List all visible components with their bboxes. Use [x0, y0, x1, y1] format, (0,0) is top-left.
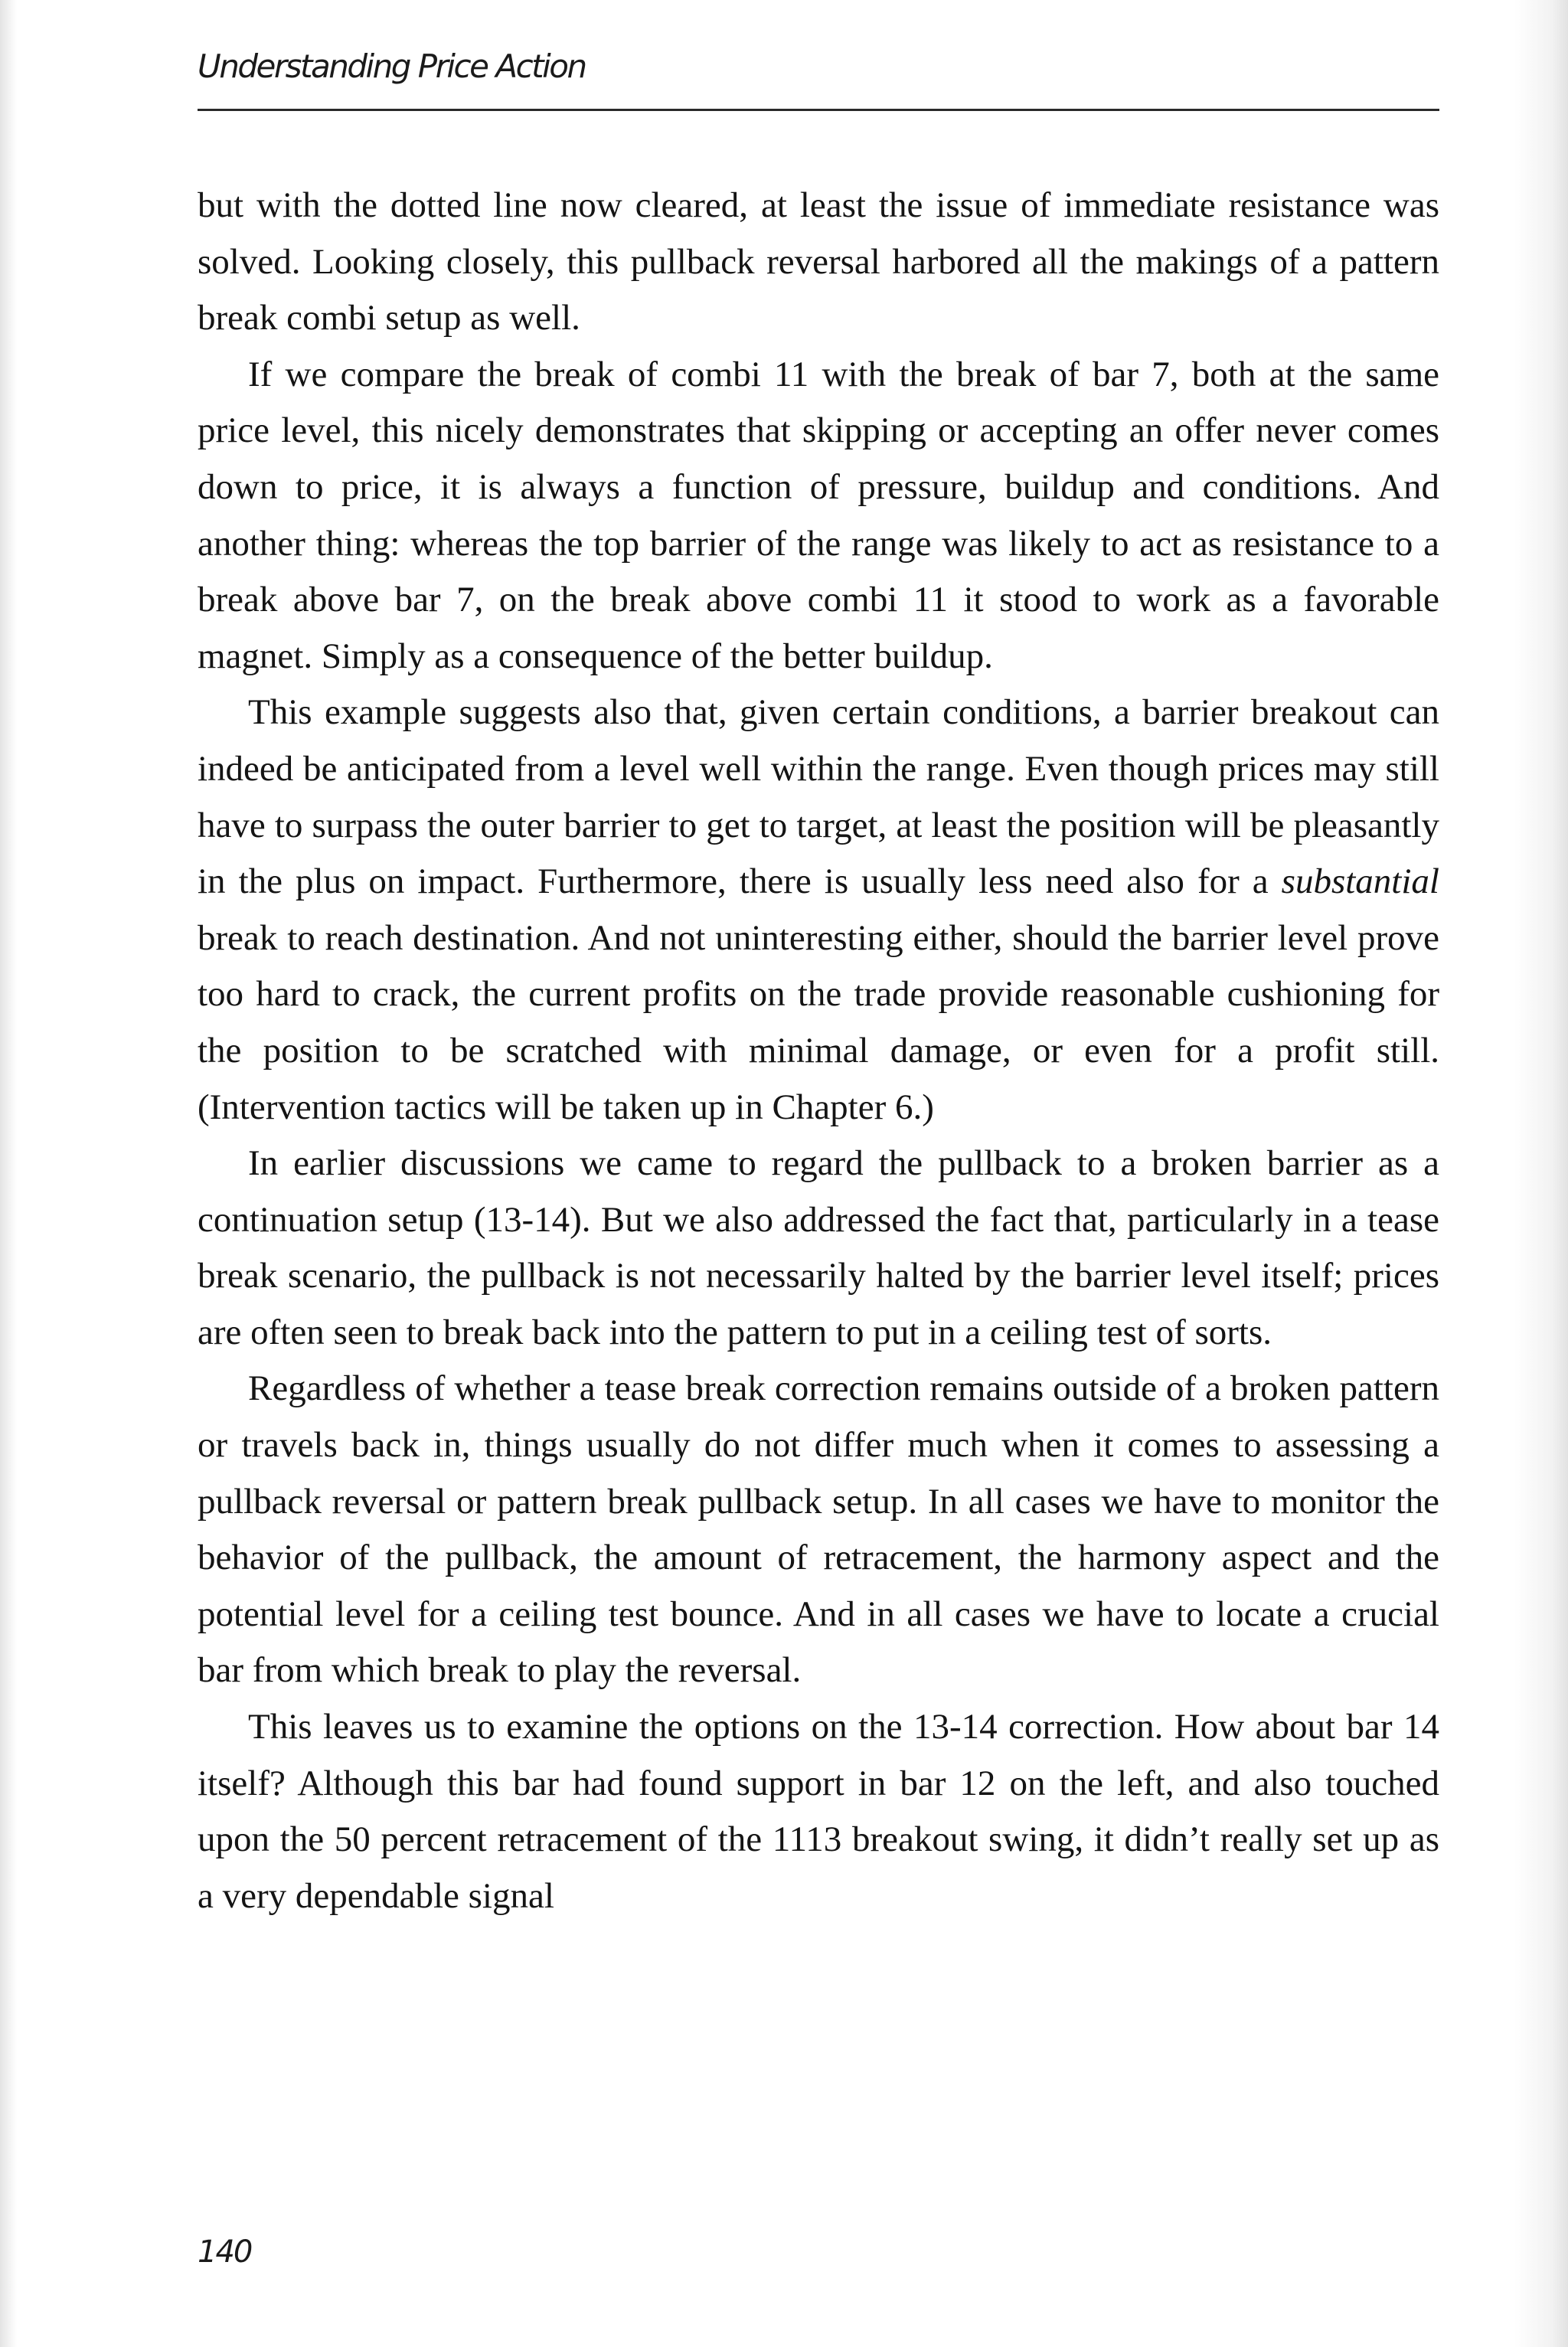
paragraph-1: but with the dotted line now cleared, at least the issue of immediate resistance was solved. Looking closely, this pullback reversal harbored all the makings of a pattern break combi setup as well.: [198, 185, 1439, 338]
paragraph-5: Regardless of whether a tease break correction remains outside of a broken pattern or travels back in, things usually do not differ much when it comes to assessing a pullback reversal or pattern break pullback setup. In all cases we have to monitor the behavior of the pullback, the amount of retracement, the harmony aspect and the potential level for a ceiling test bounce. And in all cases we have to locate a crucial bar from which break to play the reversal.: [198, 1368, 1439, 1691]
paragraph-6: This leaves us to examine the options on the 13-14 correction. How about bar 14 itself? Although this bar had found support in bar 12 on the left, and also touched upon the 50 percent retracement of the 1113 breakout swing, it didn’t really set up as a very dependable signal: [198, 1707, 1439, 1916]
header-rule: [198, 109, 1439, 111]
page-number: 140: [198, 2234, 252, 2270]
paragraph-3-text-after: break to reach destination. And not uninteresting either, should the barrier level prove too hard to crack, the current profits on the trade provide reasonable cushioning for the position to be scratched with minimal damage, or even for a profit still. (Intervention tactics will be taken up in Chapter 6.): [198, 917, 1439, 1127]
paragraph-3-text-before: This example suggests also that, given certain conditions, a barrier breakout can indeed be anticipated from a level well within the range. Even though prices may still have to surpass the outer barrier to get to target, at least the position will be pleasantly in the plus on impact. Furthermore, there is usually less need also for a: [198, 692, 1439, 902]
running-head: Understanding Price Action: [198, 47, 586, 85]
page-edge-shadow-left: [0, 0, 17, 2347]
paragraph-4: In earlier discussions we came to regard the pullback to a broken barrier as a continuation setup (13-14). But we also addressed the fact that, particularly in a tease break scenario, the pullback is not necessarily halted by the barrier level itself; prices are often seen to break back into the pattern to put in a ceiling test of sorts.: [198, 1143, 1439, 1352]
page-edge-shadow-right: [1514, 0, 1568, 2347]
emphasis-substantial: substantial: [1281, 861, 1439, 902]
paragraph-2: If we compare the break of combi 11 with the break of bar 7, both at the same price level, this nicely demonstrates that skipping or accepting an offer never comes down to price, it is always a function of pressure, buildup and conditions. And another thing: whereas the top barrier of the range was likely to act as resistance to a break above bar 7, on the break above combi 11 it stood to work as a favorable magnet. Simply as a consequence of the better buildup.: [198, 354, 1439, 676]
body-text: [198, 178, 1439, 1924]
paragraph-3: [198, 685, 1439, 1136]
